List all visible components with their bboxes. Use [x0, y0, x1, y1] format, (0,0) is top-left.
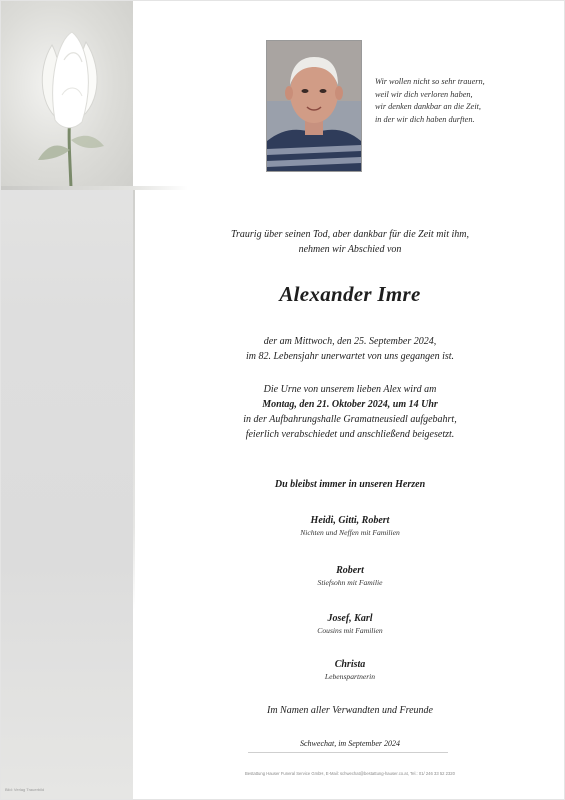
mourner-group	[135, 564, 565, 588]
intro-line: nehmen wir Abschied von	[298, 244, 402, 255]
quote-line: wir denken dankbar an die Zeit,	[375, 102, 481, 111]
funeral-line: feierlich verabschiedet und anschließend beigesetzt.	[245, 429, 455, 440]
mourner-group	[135, 612, 565, 636]
mourner-relation: Cousins mit Familien	[317, 626, 383, 635]
image-credit: Bild: Verlag Trauerbild	[5, 787, 45, 792]
quote-line: Wir wollen nicht so sehr trauern,	[375, 77, 485, 86]
intro-line: Traurig über seinen Tod, aber dankbar für die Zeit mit ihm,	[231, 229, 469, 240]
mourner-names: Christa	[334, 659, 366, 670]
closing-line: Im Namen aller Verwandten und Freunde	[267, 705, 433, 716]
death-notice	[135, 334, 565, 364]
deceased-photo	[266, 40, 362, 172]
decorative-ribbon	[0, 186, 188, 190]
mourner-names: Josef, Karl	[327, 613, 373, 624]
intro-text	[135, 227, 565, 257]
place-date: Schwechat, im September 2024	[300, 739, 400, 748]
footer-divider	[248, 752, 448, 753]
memorial-quote	[375, 76, 485, 126]
death-line: der am Mittwoch, den 25. September 2024,	[263, 336, 437, 347]
mourner-group	[135, 658, 565, 682]
funeral-line: Die Urne von unserem lieben Alex wird am	[263, 384, 437, 395]
mourner-names: Heidi, Gitti, Robert	[310, 515, 390, 526]
mourner-relation: Lebenspartnerin	[324, 672, 376, 681]
death-line: im 82. Lebensjahr unerwartet von uns gegangen ist.	[245, 351, 455, 362]
footer-text: Bestattung Hauser Funeral Service GmbH, E-Mail: schwechat@bestattung-hauser.co.at, Tel.: 01/ 246 33 52 2320	[245, 771, 455, 776]
white-rose-image	[0, 0, 133, 188]
funeral-details	[135, 382, 565, 442]
mourner-names: Robert	[336, 565, 364, 576]
heart-line: Du bleibst immer in unseren Herzen	[274, 479, 426, 490]
mourner-relation: Stiefsohn mit Familie	[317, 578, 383, 587]
mourner-group	[135, 514, 565, 538]
funeral-line: in der Aufbahrungshalle Gramatneusiedl aufgebahrt,	[243, 414, 457, 425]
quote-line: weil wir dich verloren haben,	[375, 89, 473, 99]
funeral-date: Montag, den 21. Oktober 2024, um 14 Uhr	[262, 399, 438, 410]
quote-line: in der wir dich haben durften.	[375, 114, 475, 124]
mourner-relation: Nichten und Neffen mit Familien	[300, 528, 400, 537]
deceased-name: Alexander Imre	[279, 282, 421, 306]
